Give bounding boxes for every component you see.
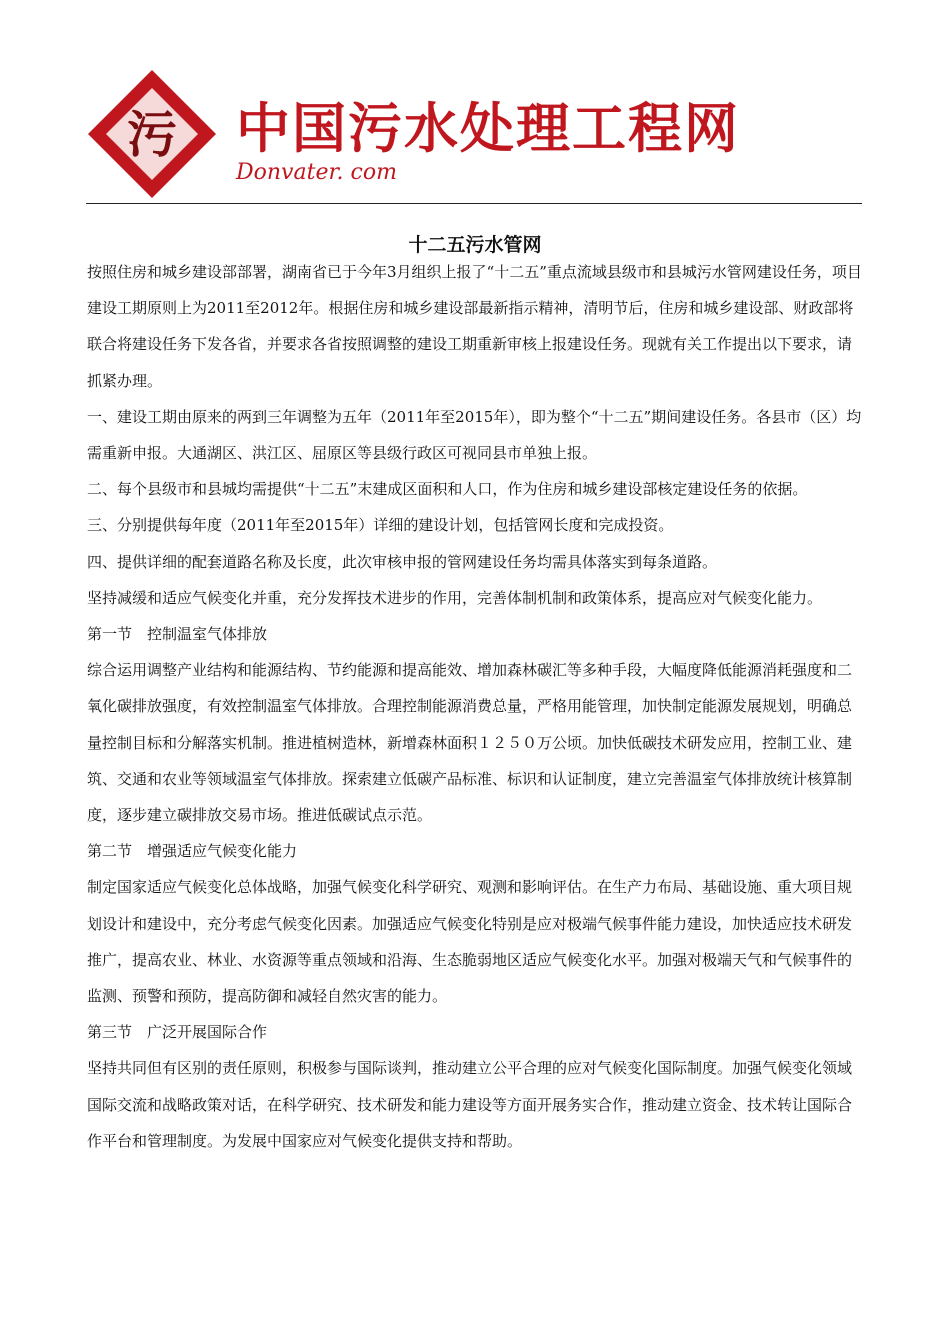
paragraph-item-3: 三、分别提供每年度（2011年至2015年）详细的建设计划，包括管网长度和完成投资。 (87, 516, 674, 535)
site-name: 中国污水处理工程网 (236, 97, 740, 160)
site-logo-icon (86, 68, 218, 200)
document-title: 十二五污水管网 (408, 234, 542, 256)
section-heading-3: 第三节 广泛开展国际合作 (87, 1023, 268, 1042)
logo-character: 污 (127, 106, 177, 164)
section-body-1: 综合运用调整产业结构和能源结构、节约能源和提高能效、增加森林碳汇等多种手段，大幅度降低能源消耗强度和二氧化碳排放强度，有效控制温室气体排放。合理控制能源消费总量，严格用能管理，加快制定能源发展规划，明确总量控制目标和分解落实机制。推进植树造林，新增森林面积１２５０万公顷。加快低碳技术研发应用，控制工业、建筑、交通和农业等领域温室气体排放。探索建立低碳产品标准、标识和认证制度，建立完善温室气体排放统计核算制度，逐步建立碳排放交易市场。推进低碳试点示范。 (87, 661, 853, 825)
paragraph-item-2: 二、每个县级市和县城均需提供“十二五”末建成区面积和人口，作为住房和城乡建设部核定建设任务的依据。 (87, 480, 808, 499)
paragraph-item-1: 一、建设工期由原来的两到三年调整为五年（2011年至2015年），即为整个“十二五”期间建设任务。各县市（区）均需重新申报。大通湖区、洪江区、屈原区等县级行政区可视同县市单独上报。 (87, 407, 862, 463)
header-divider (86, 203, 862, 204)
section-body-3: 坚持共同但有区别的责任原则，积极参与国际谈判，推动建立公平合理的应对气候变化国际制度。加强气候变化领域国际交流和战略政策对话，在科学研究、技术研发和能力建设等方面开展务实合作，推动建立资金、技术转让国际合作平台和管理制度。为发展中国家应对气候变化提供支持和帮助。 (87, 1059, 853, 1150)
paragraph-intro: 按照住房和城乡建设部部署，湖南省已于今年3月组织上报了“十二五”重点流域县级市和县城污水管网建设任务，项目建设工期原则上为2011至2012年。根据住房和城乡建设部最新指示精神，清明节后，住房和城乡建设部、财政部将联合将建设任务下发各省，并要求各省按照调整的建设工期重新审核上报建设任务。现就有关工作提出以下要求，请抓紧办理。 (87, 263, 862, 390)
paragraph-item-4: 四、提供详细的配套道路名称及长度，此次审核申报的管网建设任务均需具体落实到每条道路。 (87, 552, 718, 571)
document-body (87, 254, 865, 1159)
section-heading-2: 第二节 增强适应气候变化能力 (87, 842, 298, 861)
section-body-2: 制定国家适应气候变化总体战略，加强气候变化科学研究、观测和影响评估。在生产力布局、基础设施、重大项目规划设计和建设中，充分考虑气候变化因素。加强适应气候变化特别是应对极端气候事件能力建设，加快适应技术研发推广，提高农业、林业、水资源等重点领域和沿海、生态脆弱地区适应气候变化水平。加强对极端天气和气候事件的监测、预警和预防，提高防御和减轻自然灾害的能力。 (87, 878, 853, 1006)
section-heading-1: 第一节 控制温室气体排放 (87, 625, 268, 644)
paragraph-principle: 坚持减缓和适应气候变化并重，充分发挥技术进步的作用，完善体制机制和政策体系，提高应对气候变化能力。 (87, 588, 823, 607)
site-header (86, 60, 862, 204)
site-domain: Donvater. com (236, 160, 397, 185)
